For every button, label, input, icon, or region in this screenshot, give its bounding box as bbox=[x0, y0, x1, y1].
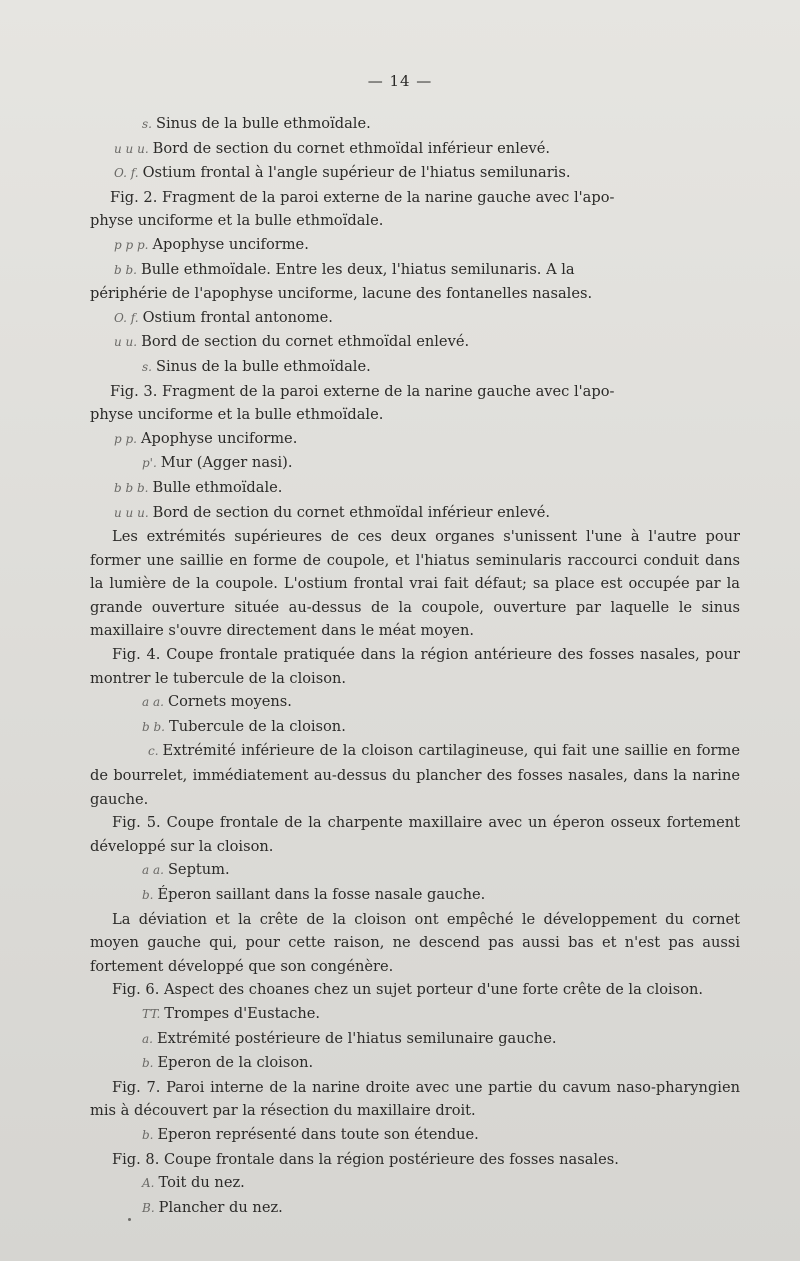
legend-line bbox=[90, 258, 740, 283]
legend-text: Cornets moyens. bbox=[167, 693, 292, 711]
figure-4-block bbox=[90, 643, 740, 811]
legend-symbol: b b b. bbox=[114, 480, 149, 495]
legend-line bbox=[90, 112, 740, 137]
paragraph: La déviation et la crête de la cloison ont empêché le développement du cornet moyen gauche qui, pour cette raison, ne descend pas aussi bas et n'est pas aussi fortement développé que son congénère. bbox=[90, 910, 740, 975]
figure-8-block bbox=[90, 1148, 740, 1221]
legend-item bbox=[90, 1051, 740, 1076]
figure-caption: Fig. 6. Aspect des choanes chez un sujet porteur d'une forte crête de la cloison. bbox=[112, 981, 704, 999]
legend-text: Bord de section du cornet ethmoïdal inférieur enlevé. bbox=[152, 139, 551, 157]
legend-symbol: b b. bbox=[114, 262, 137, 277]
legend-text: Ostium frontal à l'angle supérieur de l'hiatus semilunaris. bbox=[142, 164, 571, 182]
figure-caption: Fig. 7. Paroi interne de la narine droite avec une partie du cavum naso-pharyngien mis à découvert par la résection du maxillaire droit. bbox=[90, 1078, 740, 1120]
legend-text: périphérie de l'apophyse unciforme, lacune des fontanelles nasales. bbox=[90, 285, 593, 303]
legend-item bbox=[90, 883, 740, 908]
legend-item bbox=[90, 715, 740, 740]
figure-7-block bbox=[90, 1076, 740, 1148]
legend-symbol: TT. bbox=[142, 1006, 161, 1021]
legend-text: Plancher du nez. bbox=[158, 1198, 283, 1216]
legend-text: Eperon de la cloison. bbox=[157, 1054, 314, 1072]
figure-caption: Fig. 5. Coupe frontale de la charpente maxillaire avec un éperon osseux fortement développé sur la cloison. bbox=[90, 814, 740, 855]
legend-line bbox=[90, 403, 740, 427]
legend-symbol: u u u. bbox=[114, 505, 149, 520]
legend-line bbox=[90, 137, 740, 162]
legend-text: Extrémité inférieure de la cloison cartilagineuse, qui fait une saillie en forme de bourrelet, immédiatement au-dessus du plancher des fosses nasales, dans la narine gauche. bbox=[90, 742, 740, 808]
legend-item bbox=[90, 1123, 740, 1148]
paragraph: Les extrémités supérieures de ces deux organes s'unissent l'une à l'autre pour former une saillie en forme de coupole, et l'hiatus seminularis raccourci conduit dans la lumière de la coupole. L'ostium frontal vrai fait défaut; sa place est occupée par la grande ouverture située au-dessus de la coupole, ouverture par laquelle le sinus maxillaire s'ouvre directement dans le méat moyen. bbox=[90, 528, 740, 640]
legend-item bbox=[90, 739, 740, 811]
legend-symbol: p p p. bbox=[114, 237, 149, 252]
legend-text: Apophyse unciforme. bbox=[152, 235, 309, 253]
legend-symbol: b b. bbox=[142, 719, 165, 734]
legend-line bbox=[90, 501, 740, 526]
legend-text: physe unciforme et la bulle ethmoïdale. bbox=[90, 406, 384, 424]
legend-symbol: s. bbox=[142, 359, 152, 374]
legend-symbol: a a. bbox=[142, 695, 164, 710]
legend-symbol: c. bbox=[148, 744, 159, 759]
legend-line bbox=[90, 233, 740, 258]
legend-text: Fig. 3. Fragment de la paroi externe de la narine gauche avec l'apo- bbox=[110, 382, 615, 400]
paper-speck bbox=[128, 1218, 131, 1221]
legend-symbol: u u u. bbox=[114, 141, 149, 156]
legend-text: Trompes d'Eustache. bbox=[164, 1004, 321, 1022]
legend-symbol: u u. bbox=[114, 335, 138, 350]
figure-6-block bbox=[90, 978, 740, 1075]
legend-text: Éperon saillant dans la fosse nasale gauche. bbox=[157, 886, 486, 903]
legend-symbol: b. bbox=[142, 1127, 154, 1142]
legend-text: Toit du nez. bbox=[158, 1174, 245, 1192]
legend-symbol: p'. bbox=[142, 456, 157, 471]
legend-line bbox=[90, 209, 740, 233]
legend-item bbox=[90, 690, 740, 715]
legend-line bbox=[90, 186, 740, 210]
legend-text: Sinus de la bulle ethmoïdale. bbox=[155, 115, 371, 132]
legend-line bbox=[90, 427, 740, 452]
body-text bbox=[90, 112, 740, 1220]
legend-text: Apophyse unciforme. bbox=[141, 429, 298, 447]
legend-symbol: O. f. bbox=[114, 310, 139, 325]
legend-item bbox=[90, 858, 740, 883]
legend-text: Fig. 2. Fragment de la paroi externe de la narine gauche avec l'apo- bbox=[110, 188, 615, 206]
legend-symbol: A. bbox=[142, 1176, 155, 1191]
legend-symbol: a a. bbox=[142, 863, 164, 878]
figure-caption: Fig. 8. Coupe frontale dans la région postérieure des fosses nasales. bbox=[112, 1150, 619, 1168]
legend-text: Extrémité postérieure de l'hiatus semilunaire gauche. bbox=[156, 1029, 557, 1047]
legend-text: Bulle ethmoïdale. bbox=[152, 478, 283, 496]
legend-line bbox=[90, 451, 740, 476]
legend-symbol: p p. bbox=[114, 431, 137, 446]
legend-text: Bord de section du cornet ethmoïdal inférieur enlevé. bbox=[152, 503, 551, 521]
legend-line bbox=[90, 355, 740, 380]
legend-symbol: b. bbox=[142, 1056, 154, 1071]
legend-text: Eperon représenté dans toute son étendue. bbox=[157, 1125, 479, 1143]
legend-text: Septum. bbox=[167, 861, 230, 879]
figure-5-block bbox=[90, 811, 740, 907]
figure-caption: Fig. 4. Coupe frontale pratiquée dans la région antérieure des fosses nasales, pour montrer le tubercule de la cloison. bbox=[90, 646, 740, 687]
legend-line bbox=[90, 161, 740, 186]
legend-symbol: B. bbox=[142, 1200, 155, 1215]
legend-item bbox=[90, 1027, 740, 1052]
legend-line bbox=[90, 330, 740, 355]
legend-text: Bulle ethmoïdale. Entre les deux, l'hiatus semilunaris. A la bbox=[141, 260, 575, 278]
legend-line bbox=[90, 380, 740, 404]
legend-line bbox=[90, 306, 740, 331]
legend-item bbox=[90, 1196, 740, 1221]
legend-text: Mur (Agger nasi). bbox=[160, 454, 293, 472]
legend-symbol: O. f. bbox=[114, 166, 139, 181]
legend-symbol: s. bbox=[142, 117, 152, 131]
page-number: — 14 — bbox=[367, 72, 433, 90]
legend-list bbox=[90, 112, 740, 525]
legend-text: physe unciforme et la bulle ethmoïdale. bbox=[90, 212, 384, 230]
legend-item bbox=[90, 1002, 740, 1027]
legend-text: Bord de section du cornet ethmoïdal enlevé. bbox=[141, 333, 470, 351]
legend-text: Sinus de la bulle ethmoïdale. bbox=[155, 357, 371, 375]
legend-text: Tubercule de la cloison. bbox=[169, 717, 346, 735]
legend-item bbox=[90, 1171, 740, 1196]
legend-symbol: a. bbox=[142, 1031, 153, 1046]
legend-symbol: b. bbox=[142, 888, 154, 902]
legend-text: Ostium frontal antonome. bbox=[142, 308, 333, 326]
legend-line bbox=[90, 476, 740, 501]
legend-line bbox=[90, 282, 740, 306]
